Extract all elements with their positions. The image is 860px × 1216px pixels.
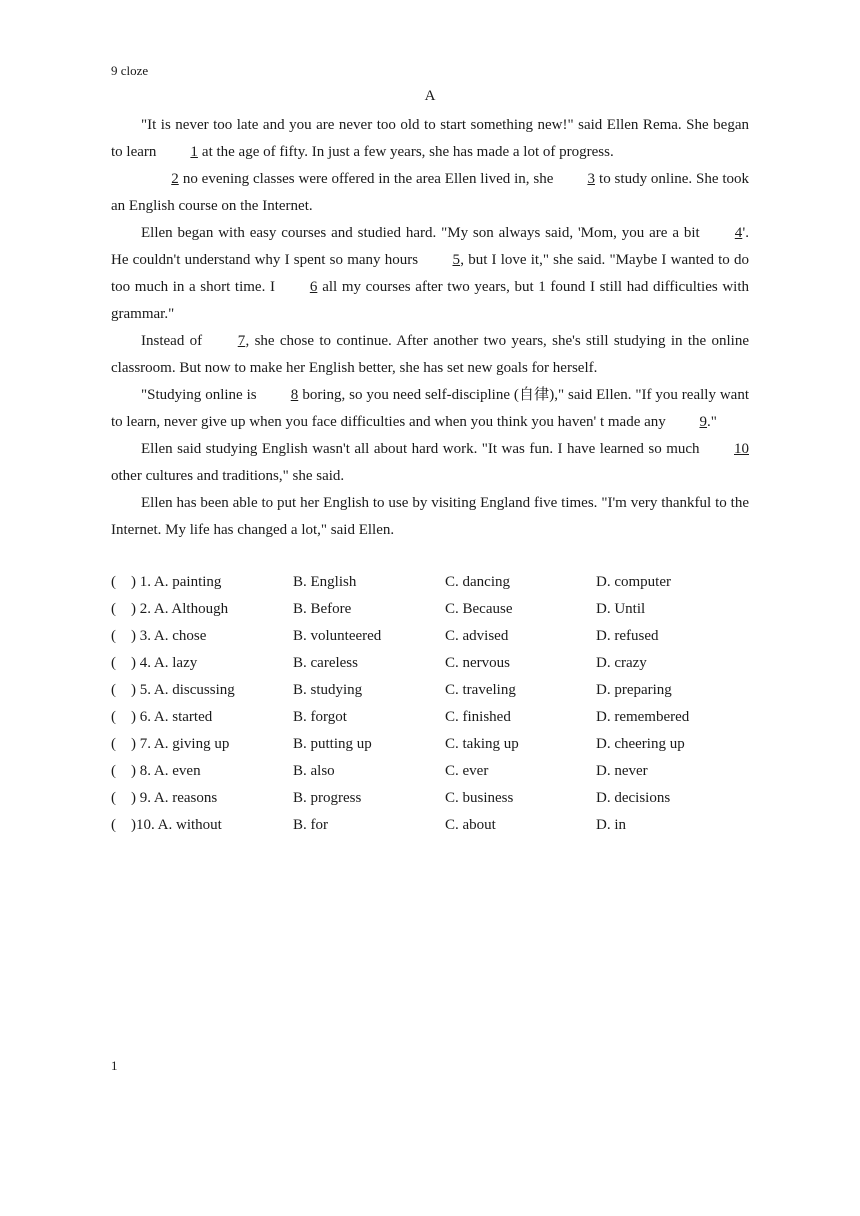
answer-paren: ( (111, 574, 116, 590)
option-d: D. refused (596, 628, 659, 644)
option-a: ) 9. A. reasons (131, 790, 218, 806)
option-d: D. never (596, 763, 648, 779)
passage-text: no evening classes were offered in the area Ellen lived in, she (179, 171, 558, 187)
option-b: B. putting up (293, 736, 372, 752)
option-b: B. Before (293, 601, 352, 617)
option-c: C. nervous (445, 655, 510, 671)
paragraph-7: Ellen has been able to put her English to use by visiting England five times. "I'm very thankful to the Internet. My life has changed a lot," said Ellen. (111, 495, 749, 538)
passage-text: Instead of (141, 333, 208, 349)
option-d: D. crazy (596, 655, 647, 671)
option-a: ) 3. A. chose (131, 628, 207, 644)
answer-paren: ( (111, 682, 116, 698)
passage-text: "Studying online is (141, 387, 261, 403)
paragraph-5 (111, 382, 749, 436)
passage-text: , she chose to continue. After another two years, she's still studying in the online classroom. But now to make her English better, she has set new goals for herself. (111, 333, 749, 376)
page-number: 1 (111, 1058, 118, 1073)
option-c: C. finished (445, 709, 511, 725)
option-b: B. studying (293, 682, 363, 698)
passage-text: Ellen began with easy courses and studied hard. "My son always said, 'Mom, you are a bit (141, 225, 705, 241)
option-b: B. also (293, 763, 335, 779)
option-a: )10. A. without (131, 817, 222, 833)
option-b: B. English (293, 574, 357, 590)
blank-5: 5 (452, 252, 460, 268)
option-c: C. Because (445, 601, 513, 617)
paragraph-6 (111, 436, 749, 490)
option-c: C. taking up (445, 736, 519, 752)
question-row (111, 758, 751, 785)
blank-6: 6 (309, 279, 318, 295)
option-b: B. careless (293, 655, 358, 671)
option-d: D. in (596, 817, 626, 833)
option-b: B. volunteered (293, 628, 382, 644)
passage-text: boring, so you need self-discipline (自律)," said Ellen. "If you really want to learn, never give up when you face difficulties and when you think you haven' t made any (111, 387, 749, 430)
passage-text: "It is never too late and you are never too old to start something new!" said Ellen Rema. She began to learn (111, 117, 749, 160)
question-list (111, 569, 751, 839)
passage-text: other cultures and traditions," she said. (111, 468, 345, 484)
answer-paren: ( (111, 736, 116, 752)
option-c: C. traveling (445, 682, 516, 698)
answer-paren: ( (111, 817, 116, 833)
section-heading: A (424, 88, 436, 104)
option-c: C. business (445, 790, 514, 806)
option-c: C. advised (445, 628, 509, 644)
question-row (111, 569, 751, 596)
answer-paren: ( (111, 628, 116, 644)
passage-text: , but I love it," she said. "Maybe I wanted to do too much in a short time. I (111, 252, 749, 295)
paragraph-1 (111, 112, 749, 166)
option-c: C. dancing (445, 574, 510, 590)
passage-text: Ellen said studying English wasn't all about hard work. "It was fun. I have learned so much (141, 441, 704, 457)
option-a: ) 2. A. Although (131, 601, 229, 617)
option-b: B. progress (293, 790, 362, 806)
passage-text: at the age of fifty. In just a few years, she has made a lot of progress. (198, 144, 614, 160)
answer-paren: ( (111, 790, 116, 806)
question-row (111, 812, 751, 839)
blank-7: 7 (237, 333, 246, 349)
option-d: D. preparing (596, 682, 672, 698)
cloze-passage (111, 112, 749, 544)
answer-paren: ( (111, 601, 116, 617)
option-a: ) 6. A. started (131, 709, 213, 725)
option-a: ) 8. A. even (131, 763, 201, 779)
option-d: D. remembered (596, 709, 690, 725)
passage-text: all my courses after two years, but 1 found I still had difficulties with grammar." (111, 279, 749, 322)
option-a: ) 7. A. giving up (131, 736, 230, 752)
paragraph-4 (111, 328, 749, 382)
option-d: D. decisions (596, 790, 671, 806)
option-a: ) 1. A. painting (131, 574, 222, 590)
option-c: C. ever (445, 763, 489, 779)
blank-4: 4 (734, 225, 743, 241)
paragraph-3 (111, 220, 749, 328)
page-header-title: 9 cloze (111, 63, 149, 78)
blank-9: 9 (699, 414, 708, 430)
question-row (111, 596, 751, 623)
question-row (111, 704, 751, 731)
option-d: D. cheering up (596, 736, 685, 752)
answer-paren: ( (111, 655, 116, 671)
option-c: C. about (445, 817, 496, 833)
blank-8: 8 (290, 387, 299, 403)
question-row (111, 623, 751, 650)
question-row (111, 731, 751, 758)
option-b: B. forgot (293, 709, 347, 725)
option-b: B. for (293, 817, 328, 833)
blank-3: 3 (587, 171, 595, 187)
question-row (111, 650, 751, 677)
option-a: ) 5. A. discussing (131, 682, 235, 698)
blank-10: 10 (734, 441, 749, 457)
blank-2: 2 (171, 171, 179, 187)
question-row (111, 785, 751, 812)
blank-1: 1 (190, 144, 198, 160)
option-d: D. Until (596, 601, 646, 617)
passage-text: ." (707, 414, 717, 430)
passage-text: to study online. She took an English course on the Internet. (111, 171, 749, 214)
paragraph-2 (111, 166, 749, 220)
answer-paren: ( (111, 709, 116, 725)
option-a: ) 4. A. lazy (131, 655, 198, 671)
question-row (111, 677, 751, 704)
option-d: D. computer (596, 574, 671, 590)
answer-paren: ( (111, 763, 116, 779)
passage-text: '. He couldn't understand why I spent so many hours (111, 225, 749, 268)
